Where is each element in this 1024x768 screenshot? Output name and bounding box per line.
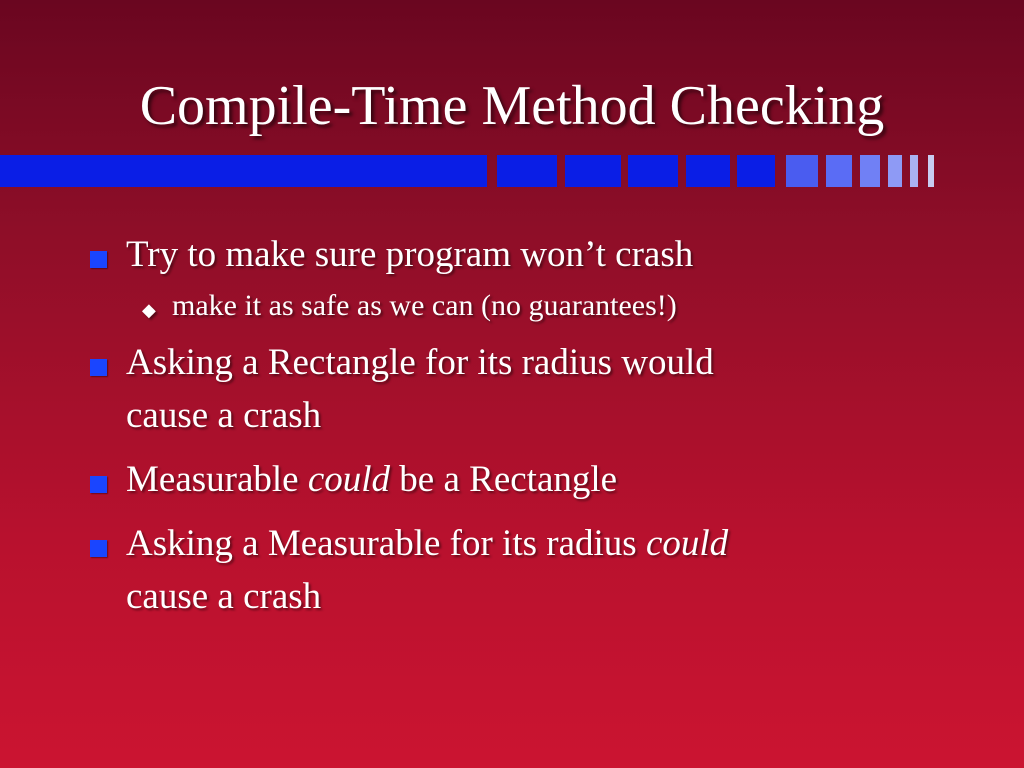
square-bullet-icon: [90, 251, 107, 268]
decor-bar-segment: [888, 155, 902, 187]
decor-bar-segment: [737, 155, 775, 187]
bullet-text-pre: Asking a Measurable for its radius: [126, 523, 646, 564]
decor-bar-segment: [928, 155, 934, 187]
bullet-text-emphasis: could: [645, 523, 729, 564]
square-bullet-icon: [90, 359, 107, 376]
decor-bar-segment: [826, 155, 852, 187]
bullet-list: [88, 228, 988, 634]
bullet-text-line2: cause a crash: [126, 395, 322, 436]
bullet-item: [88, 517, 988, 623]
diamond-bullet-icon: ◆: [142, 300, 156, 320]
bullet-item: [88, 336, 988, 442]
bullet-text: Try to make sure program won’t crash: [126, 234, 694, 275]
decor-bar-segment: [786, 155, 818, 187]
sub-bullet-item: [88, 286, 988, 326]
bullet-text-line2: cause a crash: [126, 576, 322, 617]
decor-bar-segment: [628, 155, 678, 187]
bullet-item: [88, 453, 988, 506]
bullet-text-post: be a Rectangle: [390, 459, 618, 500]
square-bullet-icon: [90, 476, 107, 493]
bullet-item: [88, 228, 988, 281]
slide-title: Compile-Time Method Checking: [139, 75, 885, 137]
bullet-text-emphasis: could: [307, 459, 391, 500]
bullet-text-pre: Measurable: [126, 459, 308, 500]
decor-bar-segment: [910, 155, 918, 187]
decor-bar-segment: [565, 155, 621, 187]
square-bullet-icon: [90, 540, 107, 557]
decor-bar-segment: [686, 155, 730, 187]
decor-bar-long: [0, 155, 487, 187]
bullet-text-line1: Asking a Rectangle for its radius would: [126, 342, 714, 383]
sub-bullet-text: make it as safe as we can (no guarantees!): [172, 289, 677, 322]
decor-bar-segment: [860, 155, 880, 187]
decor-bar-segment: [497, 155, 557, 187]
